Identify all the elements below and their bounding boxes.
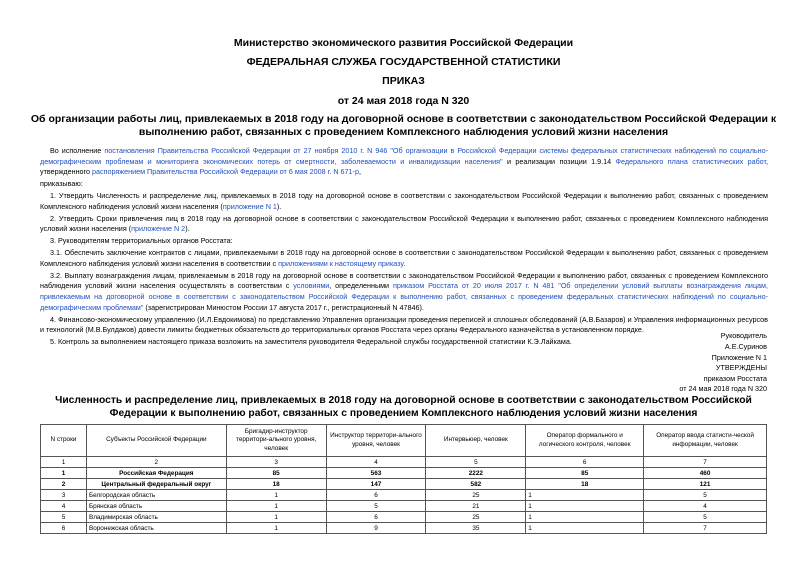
text-fragment: . [403, 258, 406, 268]
header-region: Субъекты Российской Федерации [86, 425, 226, 457]
control-operator-count: 85 [526, 468, 644, 479]
header-row-number: N строки [41, 425, 87, 457]
interviewer-count: 21 [426, 501, 526, 512]
text-fragment: 3.2. Выплату вознаграждения лицам, привлекаемым в 2018 году на договорной основе в соответствии с законодательством Российской Федерации к выполнению работ, связанных с проведением Комплексного наблюдения условий жизни населения осуществлять в соответствии с [40, 270, 768, 291]
approved-by-order: приказом Росстата [703, 374, 767, 383]
order-481-link[interactable]: приказом Росстата от 20 июля 2017 г. N 481 "Об определении условий выплаты вознаграждения лицам, привлекаемым на договорной основе в соответствии с законодательством Российской Федерации к выполнению работ, связанных с проведением федеральных статистических наблюдений по социально-демографическим проблемам" [40, 281, 768, 312]
table-title: Численность и распределение лиц, привлекаемых в 2018 году на договорной основе в соответствии с законодательством Российской Федерации к выполнению работ, связанных с проведением Комплексного наблюдения условий жизни населения [55, 395, 752, 419]
header-instructor: Инструктор территори-ального уровня, человек [326, 425, 426, 457]
text-fragment: , [358, 167, 361, 177]
text-fragment: ). [185, 224, 190, 234]
table-row [41, 479, 767, 490]
column-number: 5 [426, 457, 526, 468]
appendix-1-link[interactable]: приложение N 1 [222, 201, 277, 211]
region-name: Брянская область [86, 501, 226, 512]
order-word: приказываю: [40, 179, 83, 189]
instructor-count: 5 [326, 501, 426, 512]
decree-946-link[interactable]: постановления Правительства Российской Федерации от 27 ноября 2010 г. N 946 "Об организации в Российской Федерации системы федеральных статистических наблюдений по социально-демографическим проблемам и мониторинга экономических потерь от смертности, заболеваемости и инвалидизации населения" [40, 146, 768, 166]
input-operator-count: 4 [644, 501, 767, 512]
federal-plan-link[interactable]: Федерального плана статистических работ [615, 156, 767, 166]
document-date-number: от 24 мая 2018 года N 320 [337, 95, 470, 107]
brigadier-count: 18 [226, 479, 326, 490]
header-control-operator: Оператор формального и логического контроля, человек [526, 425, 644, 457]
header-interviewer: Интервьюер, человек [426, 425, 526, 457]
instructor-count: 6 [326, 512, 426, 523]
brigadier-count: 1 [226, 490, 326, 501]
conditions-link[interactable]: условиями [293, 281, 330, 291]
text-fragment: ). [276, 201, 282, 211]
header-brigadier: Бригадир-инструктор территори-ального уровня, человек [226, 425, 326, 457]
control-operator-count: 1 [526, 512, 644, 523]
item-3: 3. Руководителям территориальных органов Росстата: [50, 236, 233, 246]
approved-label: УТВЕРЖДЕНЫ [715, 363, 767, 372]
interviewer-count: 25 [426, 512, 526, 523]
document-type: ПРИКАЗ [382, 75, 425, 87]
input-operator-count: 460 [644, 468, 767, 479]
item-4: 4. Финансово-экономическому управлению (И.Л.Евдокимова) по представлению Управления организации проведения переписей и сплошных обследований (А.В.Базаров) и Управления информационных ресурсов и технологий (М.В.Булдаков) довести лимиты бюджетных обязательств до территориальных органов Росстата через органы Федерального казначейства в установленном порядке. [40, 314, 768, 335]
text-fragment: 3.1. Обеспечить заключение контрактов с лицами, привлекаемыми в 2018 году на договорной основе в соответствии с законодательством Российской Федерации к выполнению работ, связанных с проведением Комплексного наблюдения условий жизни населения в соответствии с [40, 248, 768, 268]
control-operator-count: 18 [526, 479, 644, 490]
control-operator-count: 1 [526, 501, 644, 512]
text-fragment: и реализации позиции 1.9.14 [502, 156, 616, 166]
region-name: Российская Федерация [86, 468, 226, 479]
row-number: 5 [41, 512, 87, 523]
appendix-label: Приложение N 1 [711, 353, 767, 362]
approved-date: от 24 мая 2018 года N 320 [679, 384, 767, 393]
item-2 [40, 214, 768, 235]
table-column-numbers-row [41, 457, 767, 468]
item-3-1 [40, 248, 768, 269]
table-row [41, 523, 767, 534]
input-operator-count: 5 [644, 490, 767, 501]
input-operator-count: 7 [644, 523, 767, 534]
column-number: 6 [526, 457, 644, 468]
table-row [41, 490, 767, 501]
text-fragment: 1. Утвердить Численность и распределение лиц, привлекаемых в 2018 году на договорной основе в соответствии с законодательством Российской Федерации к выполнению работ, связанных с проведением Комплексного наблюдения условий жизни населения ( [40, 191, 768, 211]
signature-role: Руководитель [720, 331, 767, 340]
instructor-count: 9 [326, 523, 426, 534]
input-operator-count: 5 [644, 512, 767, 523]
row-number: 6 [41, 523, 87, 534]
brigadier-count: 85 [226, 468, 326, 479]
interviewer-count: 35 [426, 523, 526, 534]
input-operator-count: 121 [644, 479, 767, 490]
column-number: 3 [226, 457, 326, 468]
text-fragment: , утвержденного [40, 156, 769, 177]
text-fragment: (зарегистрирован Минюстом России 17 августа 2017 г., регистрационный N 47846). [143, 302, 424, 312]
region-name: Воронежская область [86, 523, 226, 534]
ministry-heading: Министерство экономического развития Российской Федерации [233, 37, 574, 49]
column-number: 2 [86, 457, 226, 468]
table-header-row [41, 425, 767, 457]
header-input-operator: Оператор ввода статисти-ческой информации, человек [644, 425, 767, 457]
instructor-count: 6 [326, 490, 426, 501]
appendix-2-link[interactable]: приложение N 2 [131, 224, 186, 234]
brigadier-count: 1 [226, 501, 326, 512]
control-operator-count: 1 [526, 490, 644, 501]
row-number: 3 [41, 490, 87, 501]
interviewer-count: 582 [426, 479, 526, 490]
appendices-link[interactable]: приложениями к настоящему приказу [278, 258, 404, 268]
interviewer-count: 2222 [426, 468, 526, 479]
item-3-2 [40, 271, 768, 313]
text-fragment: 2. Утвердить Сроки привлечения лиц в 2018 году на договорной основе в соответствии с законодательством Российской Федерации к выполнению работ, связанных с проведением Комплексного наблюдения условий жизни населения ( [40, 213, 768, 234]
signature-name: А.Е.Суринов [724, 342, 767, 351]
row-number: 2 [41, 479, 87, 490]
order-671r-link[interactable]: распоряжением Правительства Российской Федерации от 6 мая 2008 г. N 671-р [92, 167, 359, 177]
distribution-table [40, 424, 767, 534]
brigadier-count: 1 [226, 512, 326, 523]
service-heading: ФЕДЕРАЛЬНАЯ СЛУЖБА ГОСУДАРСТВЕННОЙ СТАТИСТИКИ [246, 56, 561, 68]
brigadier-count: 1 [226, 523, 326, 534]
control-operator-count: 1 [526, 523, 644, 534]
region-name: Владимирская область [86, 512, 226, 523]
text-fragment: , определенными [329, 281, 393, 291]
table-row [41, 501, 767, 512]
text-fragment: Во исполнение [50, 146, 105, 155]
document-body [40, 146, 768, 349]
instructor-count: 563 [326, 468, 426, 479]
row-number: 1 [41, 468, 87, 479]
row-number: 4 [41, 501, 87, 512]
document-title: Об организации работы лиц, привлекаемых в 2018 году на договорной основе в соответствии с законодательством Российской Федерации к выполнению работ, связанных с проведением Комплексного наблюдения условий жизни населения [30, 113, 777, 138]
preamble-paragraph [40, 146, 768, 178]
instructor-count: 147 [326, 479, 426, 490]
region-name: Белгородская область [86, 490, 226, 501]
table-row [41, 512, 767, 523]
item-5: 5. Контроль за выполнением настоящего приказа возложить на заместителя руководителя Федеральной службы государственной статистики К.Э.Лайкама. [50, 337, 572, 347]
column-number: 1 [41, 457, 87, 468]
interviewer-count: 25 [426, 490, 526, 501]
item-1 [40, 191, 768, 212]
column-number: 4 [326, 457, 426, 468]
region-name: Центральный федеральный округ [86, 479, 226, 490]
column-number: 7 [644, 457, 767, 468]
table-row [41, 468, 767, 479]
